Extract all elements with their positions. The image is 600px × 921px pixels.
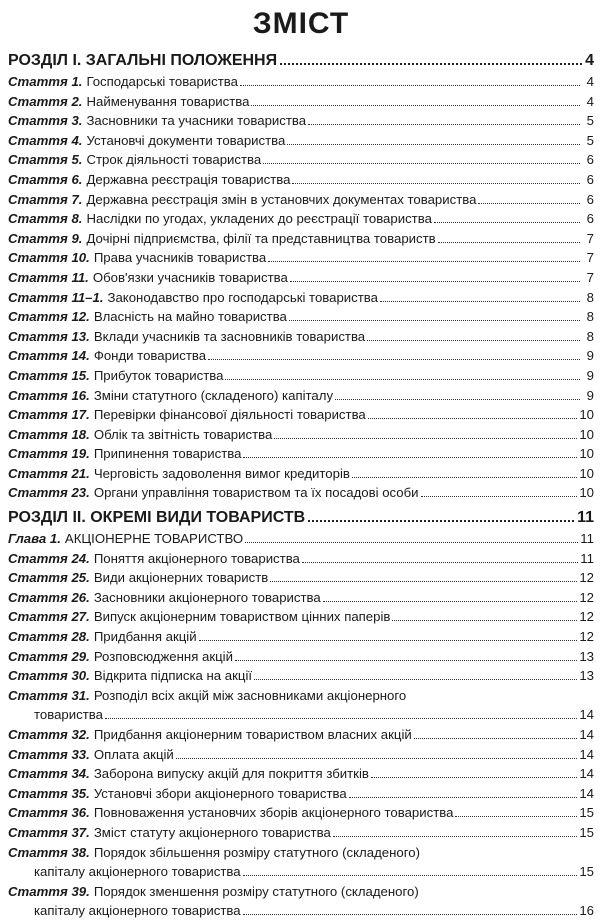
page-number: 5 (586, 132, 594, 148)
entry-label: Стаття 16. (8, 387, 90, 403)
entry-label: Стаття 25. (8, 570, 90, 586)
page-number: 14 (579, 746, 594, 762)
toc-entry[interactable] (8, 405, 594, 425)
toc-entry[interactable] (8, 588, 594, 608)
entry-text-cont: товариства (34, 707, 103, 723)
toc-entry[interactable] (8, 784, 594, 804)
leader-dots (335, 399, 580, 400)
toc-entry[interactable] (8, 229, 594, 249)
page-number: 10 (579, 446, 594, 462)
page-number: 10 (579, 407, 594, 423)
entry-text: Фонди товариства (93, 348, 207, 364)
section-heading-text: РОЗДІЛ I. ЗАГАЛЬНІ ПОЛОЖЕННЯ (8, 52, 278, 69)
page-number: 9 (586, 387, 594, 403)
toc-entry[interactable] (8, 307, 594, 327)
toc-entry[interactable] (8, 288, 594, 308)
entry-label: Стаття 14. (8, 348, 90, 364)
leader-dots (414, 738, 578, 739)
page-number: 6 (586, 171, 594, 187)
leader-dots (455, 816, 577, 817)
entry-text: Перевірки фінансової діяльності товариства (93, 407, 366, 423)
entry-text-cont: капіталу акціонерного товариства (34, 864, 241, 880)
entry-text: Державна реєстрація товариства (86, 171, 291, 187)
toc-entry[interactable] (8, 327, 594, 347)
page-number: 11 (580, 550, 594, 566)
page-number: 10 (579, 426, 594, 442)
toc-entry[interactable] (8, 131, 594, 151)
entry-label: Стаття 19. (8, 446, 90, 462)
toc-entry[interactable] (8, 568, 594, 588)
toc-entry[interactable] (8, 764, 594, 784)
page-number: 4 (586, 74, 594, 89)
entry-text: Порядок зменшення розміру статутного (складеного) (93, 883, 419, 899)
page-number: 4 (585, 52, 594, 69)
leader-dots (323, 601, 578, 602)
toc-entry[interactable] (8, 529, 594, 549)
leader-dots (289, 320, 580, 321)
entry-text: Установчі збори акціонерного товариства (93, 785, 347, 801)
leader-dots (380, 301, 580, 302)
leader-dots (243, 914, 578, 915)
entry-label: Стаття 26. (8, 589, 90, 605)
entry-text: Права учасників товариства (93, 250, 267, 266)
entry-label: Стаття 24. (8, 550, 90, 566)
leader-dots (235, 660, 577, 661)
entry-label: Стаття 6. (8, 171, 83, 187)
toc-entry[interactable] (8, 647, 594, 667)
toc-entry-multiline[interactable] (8, 882, 594, 921)
entry-text: Заборона випуску акцій для покриття збитків (93, 766, 369, 782)
leader-dots (371, 777, 577, 778)
page-number: 4 (586, 93, 594, 109)
entry-label: Стаття 27. (8, 609, 90, 625)
page-number: 8 (586, 289, 594, 305)
page-number: 7 (586, 230, 594, 246)
page-number: 14 (579, 707, 594, 723)
leader-dots (308, 520, 574, 522)
toc-entry[interactable] (8, 483, 594, 503)
page-number: 8 (586, 328, 594, 344)
toc-entry[interactable] (8, 745, 594, 765)
leader-dots (243, 875, 578, 876)
leader-dots (263, 163, 580, 164)
entry-text: Припинення товариства (93, 446, 242, 462)
leader-dots (292, 183, 580, 184)
entry-text: Органи управління товариством та їх посадові особи (93, 485, 419, 501)
toc-entry[interactable] (8, 72, 594, 92)
entry-label: Стаття 11. (8, 269, 89, 285)
toc-entry[interactable] (8, 627, 594, 647)
page-number: 5 (586, 113, 594, 129)
entry-text-cont: капіталу акціонерного товариства (34, 903, 241, 919)
leader-dots (421, 496, 578, 497)
entry-text: Оплата акцій (93, 746, 174, 762)
entry-list (8, 529, 594, 686)
toc-entry[interactable] (8, 444, 594, 464)
entry-label: Стаття 4. (8, 132, 83, 148)
entry-text: Види акціонерних товариств (93, 570, 269, 586)
leader-dots (478, 203, 580, 204)
section-heading-text: РОЗДІЛ II. ОКРЕМІ ВИДИ ТОВАРИСТВ (8, 509, 306, 527)
toc-entry-multiline[interactable] (8, 843, 594, 882)
page-number: 11 (580, 531, 594, 547)
entry-text: Обов'язки учасників товариства (92, 269, 288, 285)
entry-text: Придбання акціонерним товариством власних акцій (93, 727, 412, 742)
page-number: 15 (579, 824, 594, 840)
entry-label: Стаття 1. (8, 74, 83, 89)
toc-entry[interactable] (8, 190, 594, 210)
entry-text: Придбання акцій (93, 629, 197, 645)
entry-label: Стаття 32. (8, 727, 90, 742)
entry-label: Стаття 13. (8, 328, 90, 344)
leader-dots (270, 581, 577, 582)
entry-label: Стаття 10. (8, 250, 90, 266)
toc-entry[interactable] (8, 823, 594, 843)
section-2 (8, 507, 594, 921)
entry-label: Стаття 23. (8, 485, 90, 501)
page-number: 6 (586, 191, 594, 207)
entry-text: Засновники акціонерного товариства (93, 589, 321, 605)
leader-dots (349, 797, 578, 798)
entry-label: Стаття 7. (8, 191, 83, 207)
entry-text: Поняття акціонерного товариства (93, 550, 300, 566)
entry-label: Стаття 36. (8, 805, 90, 821)
entry-text: Дочірні підприємства, філії та представництва товариств (86, 230, 436, 246)
entry-list (8, 72, 594, 503)
entry-text: Господарські товариства (86, 74, 238, 89)
entry-text: Випуск акціонерним товариством цінних паперів (93, 609, 391, 625)
entry-label: Стаття 2. (8, 93, 83, 109)
entry-text: Порядок збільшення розміру статутного (складеного) (93, 844, 420, 860)
entry-text: Черговість задоволення вимог кредиторів (93, 465, 350, 481)
leader-dots (251, 105, 580, 106)
entry-label: Стаття 12. (8, 309, 90, 325)
entry-label: Стаття 35. (8, 785, 90, 801)
entry-text: Строк діяльності товариства (86, 152, 262, 168)
page-number: 10 (579, 485, 594, 501)
entry-label: Стаття 38. (8, 844, 90, 860)
leader-dots (438, 242, 580, 243)
page-number: 12 (579, 589, 594, 605)
entry-label: Стаття 9. (8, 230, 83, 246)
entry-text: Розподіл всіх акцій між засновниками акціонерного (93, 687, 407, 703)
entry-label: Стаття 34. (8, 766, 90, 782)
toc-entry[interactable] (8, 346, 594, 366)
toc-entry[interactable] (8, 803, 594, 823)
entry-text: Законодавство про господарські товариства (107, 289, 378, 305)
entry-label: Стаття 37. (8, 824, 90, 840)
page-number: 15 (579, 805, 594, 821)
leader-dots (280, 63, 582, 65)
toc-entry[interactable] (8, 607, 594, 627)
entry-text: Розповсюдження акцій (93, 648, 233, 664)
entry-text: Вклади учасників та засновників товариства (93, 328, 366, 344)
entry-text: Засновники та учасники товариства (86, 113, 307, 129)
page-number: 12 (579, 629, 594, 645)
toc-entry[interactable] (8, 666, 594, 686)
leader-dots (243, 457, 577, 458)
entry-text: Наслідки по угодах, укладених до реєстрації товариства (86, 211, 432, 227)
page-number: 9 (586, 367, 594, 383)
leader-dots (367, 340, 580, 341)
toc-entry[interactable] (8, 268, 594, 288)
toc-entry[interactable] (8, 150, 594, 170)
entry-text: Зміни статутного (складеного) капіталу (93, 387, 334, 403)
toc-entry[interactable] (8, 170, 594, 190)
page-number: 11 (577, 509, 594, 527)
entry-text: Державна реєстрація змін в установчих документах товариства (86, 191, 477, 207)
leader-dots (199, 640, 578, 641)
leader-dots (290, 281, 580, 282)
page-number: 7 (586, 250, 594, 266)
page-number: 13 (579, 648, 594, 664)
entry-text: Власність на майно товариства (93, 309, 287, 325)
section-heading[interactable] (8, 507, 594, 529)
entry-label: Стаття 3. (8, 113, 83, 129)
entry-label: Стаття 15. (8, 367, 90, 383)
leader-dots (392, 620, 577, 621)
toc-entry[interactable] (8, 549, 594, 569)
entry-label: Стаття 31. (8, 687, 90, 703)
section-heading[interactable] (8, 50, 594, 72)
toc-entry[interactable] (8, 111, 594, 131)
page-number: 16 (579, 903, 594, 919)
leader-dots (434, 222, 580, 223)
leader-dots (368, 418, 578, 419)
page-number: 9 (586, 348, 594, 364)
leader-dots (176, 758, 578, 759)
entry-label: Глава 1. (8, 531, 61, 547)
page-number: 13 (579, 668, 594, 684)
toc-entry-multiline[interactable] (8, 686, 594, 725)
toc-entry[interactable] (8, 725, 594, 745)
page-number: 12 (579, 609, 594, 625)
page-title: ЗМІСТ (252, 7, 350, 40)
toc-entry[interactable] (8, 464, 594, 484)
entry-text: Повноваження установчих зборів акціонерного товариства (93, 805, 454, 821)
entry-label: Стаття 21. (8, 465, 90, 481)
entry-text: АКЦІОНЕРНЕ ТОВАРИСТВО (64, 531, 244, 547)
page-number: 14 (579, 785, 594, 801)
toc-entry[interactable] (8, 248, 594, 268)
entry-label: Стаття 11–1. (8, 289, 104, 305)
leader-dots (302, 562, 578, 563)
leader-dots (208, 359, 580, 360)
entry-label: Стаття 29. (8, 648, 90, 664)
page-number: 15 (579, 864, 594, 880)
page-number: 8 (586, 309, 594, 325)
leader-dots (308, 124, 580, 125)
leader-dots (245, 542, 578, 543)
page-number: 12 (579, 570, 594, 586)
entry-text: Установчі документи товариства (86, 132, 286, 148)
toc-entry[interactable] (8, 209, 594, 229)
entry-label: Стаття 33. (8, 746, 90, 762)
toc-entry[interactable] (8, 366, 594, 386)
leader-dots (240, 85, 580, 86)
toc-entry[interactable] (8, 386, 594, 406)
section-1 (8, 50, 594, 503)
entry-text: Облік та звітність товариства (93, 426, 273, 442)
leader-dots (352, 477, 577, 478)
entry-label: Стаття 8. (8, 211, 83, 227)
entry-text: Прибуток товариства (93, 367, 224, 383)
entry-list (8, 725, 594, 843)
page-number: 7 (586, 269, 594, 285)
leader-dots (274, 438, 577, 439)
leader-dots (225, 379, 580, 380)
entry-text: Відкрита підписка на акції (93, 668, 253, 684)
entry-label: Стаття 5. (8, 152, 83, 168)
entry-text: Зміст статуту акціонерного товариства (93, 824, 331, 840)
page-number: 10 (579, 465, 594, 481)
entry-label: Стаття 28. (8, 629, 90, 645)
page-number: 14 (579, 766, 594, 782)
leader-dots (333, 836, 578, 837)
entry-label: Стаття 30. (8, 668, 90, 684)
toc-entry[interactable] (8, 425, 594, 445)
entry-label: Стаття 17. (8, 407, 90, 423)
entry-label: Стаття 39. (8, 883, 90, 899)
toc-entry[interactable] (8, 92, 594, 112)
page-number: 6 (586, 152, 594, 168)
leader-dots (287, 144, 580, 145)
entry-text: Найменування товариства (86, 93, 250, 109)
leader-dots (254, 679, 577, 680)
page-number: 14 (579, 727, 594, 742)
entry-label: Стаття 18. (8, 426, 90, 442)
page-number: 6 (586, 211, 594, 227)
leader-dots (105, 718, 577, 719)
leader-dots (268, 261, 580, 262)
